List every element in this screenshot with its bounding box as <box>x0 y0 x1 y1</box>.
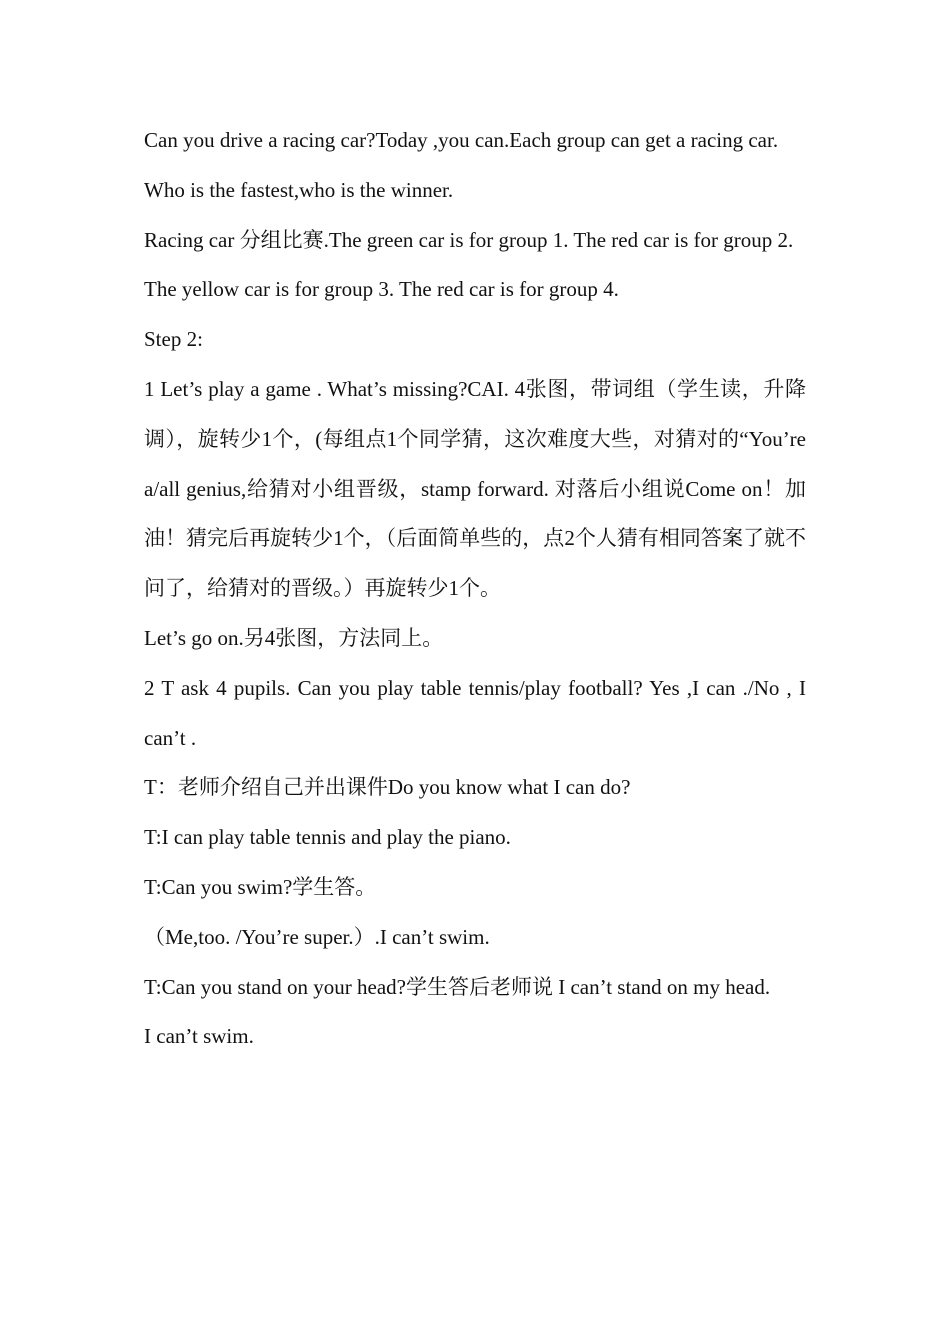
document-body <box>144 116 806 1062</box>
paragraph-game-whats-missing: 1 Let’s play a game . What’s missing?CAI. 4张图，带词组（学生读，升降调），旋转少1个，(每组点1个同学猜，这次难度大些，对猜对的“You’re a/all genius,给猜对小组晋级，stamp forward. 对落后小组说Come on！加油！猜完后再旋转少1个，（后面简单些的，点2个人猜有相同答案了就不问了，给猜对的晋级。）再旋转少1个。 <box>144 376 806 601</box>
paragraph-stand-on-head: T:Can you stand on your head?学生答后老师说 I can’t stand on my head. <box>144 974 771 999</box>
paragraph-ask-pupils: 2 T ask 4 pupils. Can you play table tennis/play football? Yes ,I can ./No , I can’t . <box>144 675 806 750</box>
paragraph-teacher-intro: T：老师介绍自己并出课件Do you know what I can do? <box>144 775 631 800</box>
paragraph-teacher-can-play: T:I can play table tennis and play the piano. <box>144 825 511 850</box>
paragraph-can-you-swim: T:Can you swim?学生答。 <box>144 874 377 899</box>
paragraph-cant-swim: I can’t swim. <box>144 1024 254 1049</box>
paragraph-lets-go-on: Let’s go on.另4张图，方法同上。 <box>144 625 444 650</box>
paragraph-step-heading: Step 2: <box>144 327 203 352</box>
paragraph-me-too: （Me,too. /You’re super.）.I can’t swim. <box>144 924 490 949</box>
paragraph-racing-car-intro: Can you drive a racing car?Today ,you can.Each group can get a racing car. <box>144 128 779 152</box>
paragraph-fastest-winner: Who is the fastest,who is the winner. <box>144 177 454 202</box>
paragraph-group-cars-3-4: The yellow car is for group 3. The red car is for group 4. <box>144 277 619 302</box>
paragraph-group-cars-1-2: Racing car 分组比赛.The green car is for group 1. The red car is for group 2. <box>144 227 794 252</box>
